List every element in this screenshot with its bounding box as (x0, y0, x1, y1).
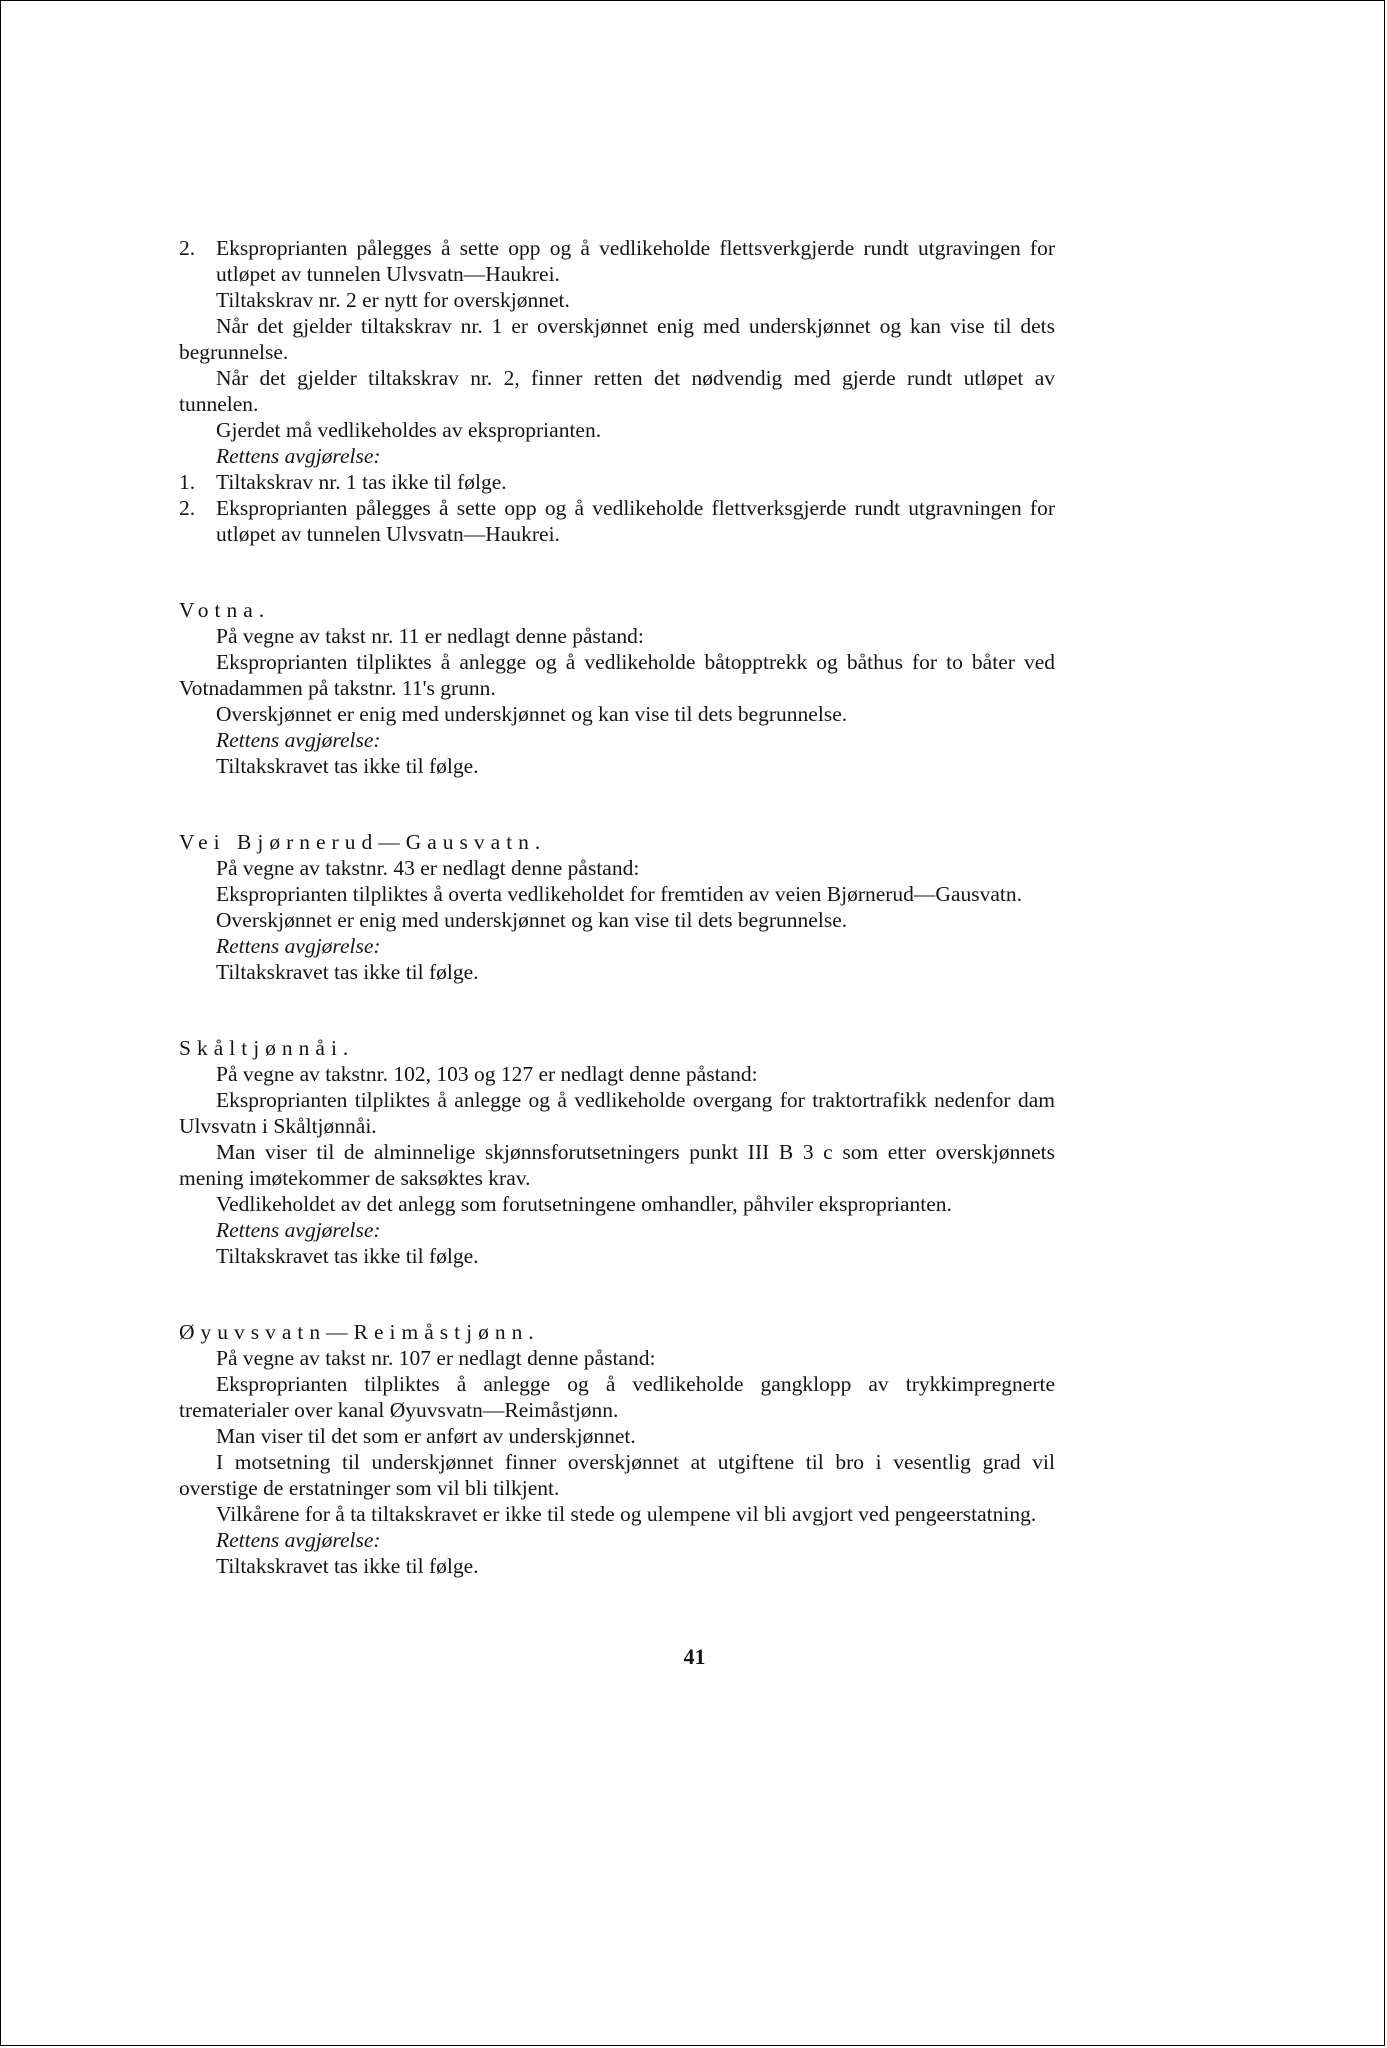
decision-label: Rettens avgjørelse: (216, 934, 381, 958)
paragraph: I motsetning til underskjønnet finner overskjønnet at utgiftene til bro i vesentlig grad vil overstige de erstatninger som vil bli tilkjent. (179, 1450, 1055, 1500)
decision-label: Rettens avgjørelse: (216, 1528, 381, 1552)
section-heading: Skåltjønnåi. (179, 1036, 355, 1060)
paragraph: På vegne av takst nr. 11 er nedlagt denne påstand: (216, 624, 644, 648)
section-heading: Vei Bjørnerud—Gausvatn. (179, 830, 547, 854)
item-number: 2. (179, 236, 196, 260)
paragraph: Overskjønnet er enig med underskjønnet og kan vise til dets begrunnelse. (216, 908, 848, 932)
ruling-item-2 (179, 495, 1055, 547)
paragraph: På vegne av takst nr. 107 er nedlagt denne påstand: (216, 1346, 656, 1370)
paragraph: Når det gjelder tiltakskrav nr. 1 er overskjønnet enig med underskjønnet og kan vise til dets begrunnelse. (179, 314, 1055, 364)
section-oyuvsvatn (179, 1319, 1055, 1579)
decision-label: Rettens avgjørelse: (216, 444, 381, 468)
decision-label: Rettens avgjørelse: (216, 728, 381, 752)
item-text: Eksproprianten pålegges å sette opp og å vedlikeholde flettverksgjerde rundt utgravningen for utløpet av tunnelen Ulvsvatn—Haukrei. (216, 496, 1055, 546)
section-votna (179, 597, 1055, 779)
page-body (179, 235, 1055, 1579)
section-heading: Øyuvsvatn—Reimåstjønn. (179, 1320, 540, 1344)
paragraph: På vegne av takstnr. 102, 103 og 127 er nedlagt denne påstand: (216, 1062, 758, 1086)
decision-text: Tiltakskravet tas ikke til følge. (216, 1244, 479, 1268)
decision-label: Rettens avgjørelse: (216, 1218, 381, 1242)
paragraph: Eksproprianten tilpliktes å anlegge og å vedlikeholde båtopptrekk og båthus for to båter ved Votnadammen på takstnr. 11's grunn. (179, 650, 1055, 700)
ruling-item-1 (179, 469, 1055, 495)
decision-text: Tiltakskravet tas ikke til følge. (216, 960, 479, 984)
paragraph: Overskjønnet er enig med underskjønnet og kan vise til dets begrunnelse. (216, 702, 848, 726)
paragraph: Eksproprianten tilpliktes å anlegge og å vedlikeholde gangklopp av trykkimpregnerte trematerialer over kanal Øyuvsvatn—Reimåstjønn. (179, 1372, 1055, 1422)
item-number: 1. (179, 470, 196, 494)
paragraph: Når det gjelder tiltakskrav nr. 2, finner retten det nødvendig med gjerde rundt utløpet av tunnelen. (179, 366, 1055, 416)
item-text: Eksproprianten pålegges å sette opp og å vedlikeholde flettsverkgjerde rundt utgravingen for utløpet av tunnelen Ulvsvatn—Haukrei. (216, 236, 1055, 286)
paragraph: Vilkårene for å ta tiltakskravet er ikke til stede og ulempene vil bli avgjort ved pengeerstatning. (216, 1502, 1037, 1526)
section-haukrei (179, 235, 1055, 547)
section-skaltjonnai (179, 1035, 1055, 1269)
decision-text: Tiltakskravet tas ikke til følge. (216, 1554, 479, 1578)
paragraph: Eksproprianten tilpliktes å anlegge og å vedlikeholde overgang for traktortrafikk nedenfor dam Ulvsvatn i Skåltjønnåi. (179, 1088, 1055, 1138)
page-number: 41 (683, 1644, 706, 1669)
section-heading: Votna. (179, 598, 271, 622)
paragraph: Gjerdet må vedlikeholdes av eksproprianten. (216, 418, 602, 442)
item-text: Tiltakskrav nr. 1 tas ikke til følge. (216, 470, 507, 494)
paragraph: Vedlikeholdet av det anlegg som forutsetningene omhandler, påhviler eksproprianten. (216, 1192, 952, 1216)
paragraph: Eksproprianten tilpliktes å overta vedlikeholdet for fremtiden av veien Bjørnerud—Gausvatn. (216, 882, 1023, 906)
decision-text: Tiltakskravet tas ikke til følge. (216, 754, 479, 778)
paragraph: Man viser til det som er anført av underskjønnet. (216, 1424, 636, 1448)
paragraph: Tiltakskrav nr. 2 er nytt for overskjønnet. (216, 288, 570, 312)
section-bjornerud (179, 829, 1055, 985)
item-number: 2. (179, 496, 196, 520)
claim-item-2 (179, 235, 1055, 287)
paragraph: På vegne av takstnr. 43 er nedlagt denne påstand: (216, 856, 640, 880)
paragraph: Man viser til de alminnelige skjønnsforutsetningers punkt III B 3 c som etter overskjønnets mening imøtekommer de saksøktes krav. (179, 1140, 1055, 1190)
